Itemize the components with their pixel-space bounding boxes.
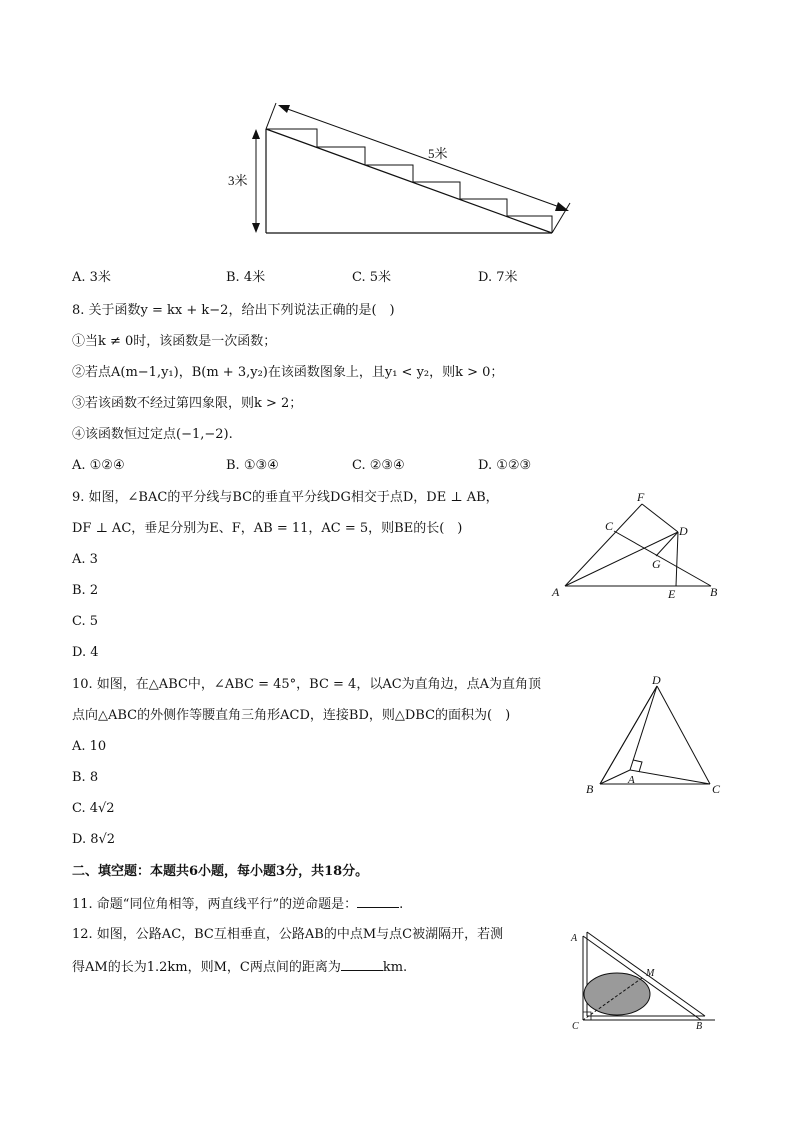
q7-option-d: D. 7米 (478, 270, 518, 285)
q10-label-a: A (628, 774, 635, 786)
label-3m: 3米 (228, 173, 248, 188)
q10-label-d: D (652, 673, 661, 687)
q8-statement-4: ④该函数恒过定点(−1,−2). (72, 427, 233, 442)
q11-answer-blank[interactable] (357, 895, 399, 908)
q9-label-e: E (668, 587, 676, 601)
q8-stem: 8. 关于函数y = kx + k−2，给出下列说法正确的是( ) (72, 303, 395, 318)
q12-label-b: B (696, 1021, 703, 1032)
q10-option-d: D. 8√2 (72, 832, 116, 847)
q9-option-b: B. 2 (72, 583, 99, 598)
q10-option-a: A. 10 (72, 739, 107, 754)
q12-lake-figure (565, 928, 725, 1033)
q11-text-end: . (399, 897, 404, 912)
q8-option-c: C. ②③④ (352, 458, 405, 473)
q11-text: 11. 命题“同位角相等，两直线平行”的逆命题是： (72, 897, 358, 912)
q12-answer-blank[interactable] (341, 958, 383, 971)
q9-label-a: A (552, 585, 560, 599)
q12-text: 得AM的长为1.2km，则M，C两点间的距离为 (72, 960, 341, 975)
q8-statement-3: ③若该函数不经过第四象限，则k > 2； (72, 396, 303, 411)
q9-stem-line1: 9. 如图，∠BAC的平分线与BC的垂直平分线DG相交于点D，DE ⊥ AB， (72, 490, 499, 505)
q10-option-b: B. 8 (72, 770, 99, 785)
q10-label-c: C (712, 782, 721, 796)
length-arrow (282, 107, 565, 209)
q7-option-a: A. 3米 (72, 270, 111, 285)
label-5m: 5米 (428, 146, 448, 161)
q9-label-g: G (652, 557, 661, 571)
q10-stem-line1: 10. 如图，在△ABC中，∠ABC = 45°，BC = 4，以AC为直角边，点A为直角顶 (72, 677, 542, 692)
q12-line2 (72, 958, 407, 976)
q8-option-b: B. ①③④ (226, 458, 279, 473)
q10-triangle-figure (580, 672, 730, 802)
q8-statement-1: ①当k ≠ 0时，该函数是一次函数； (72, 334, 277, 349)
slope-line (266, 129, 552, 233)
q9-label-f: F (637, 490, 645, 504)
q9-option-d: D. 4 (72, 645, 99, 660)
q9-option-a: A. 3 (72, 552, 98, 567)
q7-option-b: B. 4米 (226, 270, 266, 285)
q8-option-d: D. ①②③ (478, 458, 532, 473)
q9-label-b: B (710, 585, 718, 599)
q11 (72, 895, 403, 913)
q12-label-a: A (571, 933, 578, 944)
q9-option-c: C. 5 (72, 614, 99, 629)
q12-text-end: km. (382, 960, 408, 975)
q12-label-m: M (646, 968, 655, 979)
q9-triangle-figure (548, 488, 728, 603)
q7-option-c: C. 5米 (352, 270, 392, 285)
q8-statement-2: ②若点A(m−1,y₁)，B(m + 3,y₂)在该函数图象上，且y₁ < y₂，则k > 0； (72, 365, 504, 380)
q10-stem-line2: 点向△ABC的外侧作等腰直角三角形ACD，连接BD，则△DBC的面积为( ) (72, 708, 511, 723)
section-title: 二、填空题：本题共6小题，每小题3分，共18分。 (72, 864, 369, 879)
q9-label-d: D (679, 524, 688, 538)
staircase-figure (230, 95, 575, 240)
q12-line1: 12. 如图，公路AC，BC互相垂直，公路AB的中点M与点C被湖隔开，若测 (72, 927, 504, 942)
q10-option-c: C. 4√2 (72, 801, 115, 816)
q12-label-c: C (572, 1021, 579, 1032)
q9-label-c: C (605, 519, 614, 533)
q8-option-a: A. ①②④ (72, 458, 125, 473)
q9-stem-line2: DF ⊥ AC，垂足分别为E、F，AB = 11，AC = 5，则BE的长( ) (72, 521, 463, 536)
q10-label-b: B (586, 782, 594, 796)
